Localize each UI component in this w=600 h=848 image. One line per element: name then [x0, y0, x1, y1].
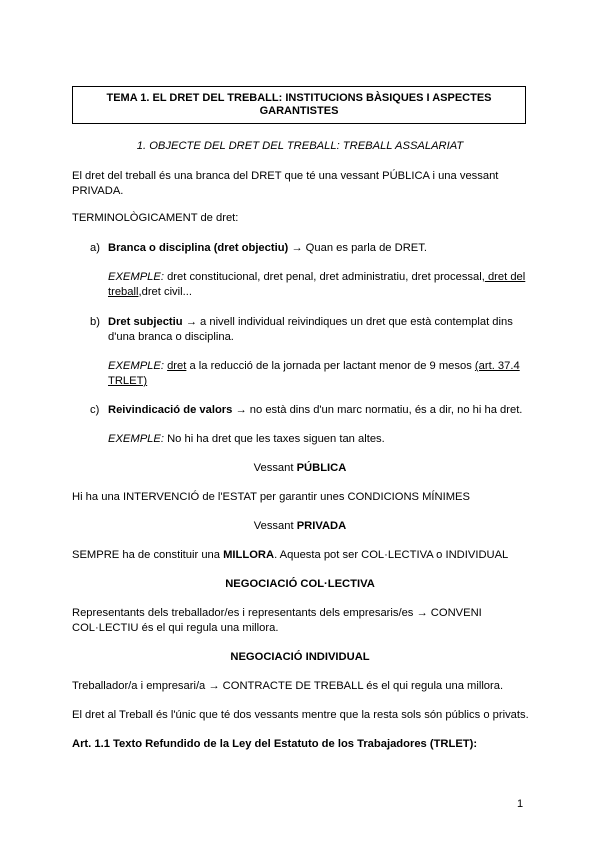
vessant-privada-prefix: Vessant: [253, 520, 297, 532]
item-a-example-line-1: [108, 271, 525, 283]
item-c-text: → no està dins d'un marc normatiu, és a dir, no hi ha dret.: [232, 404, 523, 416]
vessant-privada-bold: PRIVADA: [296, 520, 347, 532]
item-c-example-text: No hi ha dret que les taxes siguen tan altes.: [163, 433, 385, 445]
vessant-publica-bold: PÚBLICA: [296, 462, 347, 474]
item-c-example-label: EXEMPLE:: [108, 433, 164, 445]
privada-text-before: SEMPRE ha de constituir una: [72, 549, 224, 561]
terminology-line: TERMINOLÒGICAMENT de dret:: [72, 212, 239, 224]
item-b-example-word: dret: [167, 360, 187, 372]
item-c-term: Reivindicació de valors: [108, 404, 233, 416]
item-a-marker: a): [90, 242, 100, 254]
privada-text-after: . Aquesta pot ser COL·LECTIVA o INDIVIDUAL: [274, 549, 509, 561]
neg-col-line-1: Representants dels treballador/es i representants dels empresaris/es → CONVENI: [72, 607, 482, 619]
item-a-example-label: EXEMPLE:: [108, 271, 164, 283]
item-a-example-text-2: ,dret civil...: [138, 286, 192, 298]
item-b-example-line-1: [108, 360, 520, 372]
neg-col-line-2: COL·LECTIU és el qui regula una millora.: [72, 622, 279, 634]
item-b-line-1: [108, 316, 513, 328]
document-title-box: [72, 86, 526, 124]
item-b-example-ref-1: (art. 37.4: [474, 360, 520, 372]
privada-text-bold: MILLORA: [223, 549, 275, 561]
item-b-example-text: a la reducció de la jornada per lactant menor de 9 mesos: [186, 360, 475, 372]
closing-text: El dret al Treball és l'únic que té dos vessants mentre que la resta sols són públics o privats.: [72, 709, 529, 721]
item-c-line: [108, 404, 522, 416]
document-title: TEMA 1. EL DRET DEL TREBALL: INSTITUCIONS BÀSIQUES I ASPECTES GARANTISTES: [106, 92, 492, 117]
item-b-example-label: EXEMPLE:: [108, 360, 164, 372]
item-a-example-text: dret constitucional, dret penal, dret administratiu, dret processal,: [163, 271, 485, 283]
item-b-text: → a nivell individual reivindiques un dret que està contemplat dins: [182, 316, 513, 328]
neg-col-heading: NEGOCIACIÓ COL·LECTIVA: [225, 578, 375, 590]
item-a-term: Branca o disciplina (dret objectiu): [108, 242, 289, 254]
publica-text: Hi ha una INTERVENCIÓ de l'ESTAT per garantir unes CONDICIONS MÍNIMES: [72, 491, 470, 503]
item-b-term: Dret subjectiu: [108, 316, 183, 328]
item-c-example-line: [108, 433, 385, 445]
vessant-publica-prefix: Vessant: [253, 462, 297, 474]
section-heading: 1. OBJECTE DEL DRET DEL TREBALL: TREBALL ASSALARIAT: [136, 140, 464, 152]
neg-ind-heading: NEGOCIACIÓ INDIVIDUAL: [230, 651, 370, 663]
page-number: 1: [517, 798, 524, 810]
item-a-example-link-part1: dret del: [484, 271, 526, 283]
item-c-marker: c): [90, 404, 100, 416]
item-b-example-ref-2: TRLET): [108, 375, 148, 387]
item-a-example-line-2: [108, 286, 192, 298]
privada-text: [72, 549, 508, 561]
intro-line-2: PRIVADA.: [72, 185, 124, 197]
vessant-privada-heading: [0, 520, 600, 532]
item-a-text: → Quan es parla de DRET.: [288, 242, 427, 254]
item-a-example-link-part2: treball: [108, 286, 139, 298]
item-b-marker: b): [90, 316, 100, 328]
item-a-line: [108, 242, 427, 254]
item-b-line-2: d'una branca o disciplina.: [108, 331, 234, 343]
article-heading: Art. 1.1 Texto Refundido de la Ley del Estatuto de los Trabajadores (TRLET):: [72, 738, 478, 750]
vessant-publica-heading: [0, 462, 600, 474]
intro-line-1: El dret del treball és una branca del DRET que té una vessant PÚBLICA i una vessant: [72, 170, 499, 182]
neg-ind-text: Treballador/a i empresari/a → CONTRACTE DE TREBALL és el qui regula una millora.: [72, 680, 504, 692]
